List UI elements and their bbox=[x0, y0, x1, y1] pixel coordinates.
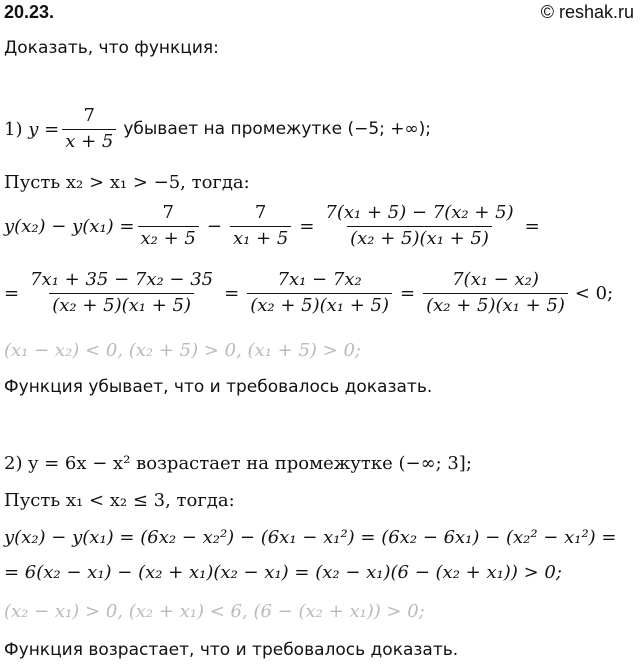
part1-conclusion: Функция убывает, что и требовалось доказать. bbox=[4, 377, 433, 397]
part1-func-fraction bbox=[62, 106, 116, 152]
part1-sign-note: (x₁ − x₂) < 0, (x₂ + 5) > 0, (x₁ + 5) > 0; bbox=[4, 340, 361, 361]
fraction-denominator: x₂ + 5 bbox=[138, 226, 199, 250]
fraction bbox=[247, 270, 392, 316]
part1-equation-line1: y(x₂) − y(x₁) = $\frac{7}{\text{x₂ + 5}}$ − $\frac{7}{\text{x₁ + 5}}$ = $\frac{\text{7(x₁ + 5) − 7(x₂ + 5)}}{\text{(x₂ + 5)(x₁ + 5)}}$ = bbox=[4, 202, 540, 249]
part1-label: 1) bbox=[4, 118, 23, 140]
part1-equation-line2: = $\frac{\text{7x₁ + 35 − 7x₂ − 35}}{\text{(x₂ + 5)(x₁ + 5)}}$ = $\frac{\text{7x₁ − 7x₂}}{\text{(x₂ + 5)(x₁ + 5)}}$ = $\frac{\text{7(x₁ − x₂)}}{\text{(x₂ + 5)(x₁ + 5)}}$ < 0; bbox=[4, 269, 614, 316]
fraction bbox=[27, 270, 216, 316]
part2-conclusion: Функция возрастает, что и требовалось доказать. bbox=[4, 640, 459, 660]
part2-equation-line2: = 6(x₂ − x₁) − (x₂ + x₁)(x₂ − x₁) = (x₂ − x₁)(6 − (x₂ + x₁)) > 0; bbox=[4, 562, 562, 583]
fraction-denominator: x + 5 bbox=[62, 129, 116, 153]
part1-statement bbox=[4, 106, 431, 152]
fraction-denominator: (x₂ + 5)(x₁ + 5) bbox=[423, 293, 568, 317]
problem-number: 20.23. bbox=[4, 2, 55, 22]
fraction-numerator: 7 bbox=[162, 202, 174, 223]
part2-equation-line1: y(x₂) − y(x₁) = (6x₂ − x₂²) − (6x₁ − x₁²) = (6x₂ − 6x₁) − (x₂² − x₁²) = bbox=[4, 527, 617, 548]
fraction-denominator: (x₂ + 5)(x₁ + 5) bbox=[49, 293, 194, 317]
part2-assumption: Пусть x₁ < x₂ ≤ 3, тогда: bbox=[4, 490, 235, 511]
part2-func: y = 6x − x² возрастает на промежутке (−∞; 3]; bbox=[28, 453, 472, 474]
part2-statement bbox=[4, 453, 472, 474]
intro-text: Доказать, что функция: bbox=[4, 38, 219, 58]
fraction-numerator: 7 bbox=[254, 202, 267, 223]
fraction-numerator: 7(x₁ + 5) − 7(x₂ + 5) bbox=[325, 202, 514, 223]
watermark: © reshak.ru bbox=[540, 2, 634, 22]
part1-claim: убывает на промежутке (−5; +∞); bbox=[123, 119, 432, 140]
fraction-numerator: 7 bbox=[83, 105, 95, 126]
fraction bbox=[423, 270, 568, 316]
fraction bbox=[138, 203, 199, 249]
part2-label: 2) bbox=[4, 453, 23, 474]
part1-func-lhs: y = bbox=[28, 118, 60, 140]
inequality-tail: < 0; bbox=[574, 282, 614, 304]
fraction bbox=[322, 203, 516, 249]
fraction-numerator: 7x₁ + 35 − 7x₂ − 35 bbox=[30, 269, 214, 290]
fraction bbox=[230, 203, 291, 249]
fraction-denominator: (x₂ + 5)(x₁ + 5) bbox=[347, 226, 492, 250]
fraction-numerator: 7x₁ − 7x₂ bbox=[277, 269, 362, 290]
fraction-numerator: 7(x₁ − x₂) bbox=[452, 269, 539, 290]
equation-lhs: y(x₂) − y(x₁) = bbox=[4, 215, 135, 237]
fraction-denominator: (x₂ + 5)(x₁ + 5) bbox=[247, 293, 392, 317]
fraction-denominator: x₁ + 5 bbox=[230, 226, 291, 250]
part1-assumption: Пусть x₂ > x₁ > −5, тогда: bbox=[4, 172, 250, 193]
part2-sign-note: (x₂ − x₁) > 0, (x₂ + x₁) < 6, (6 − (x₂ + x₁)) > 0; bbox=[4, 601, 425, 622]
